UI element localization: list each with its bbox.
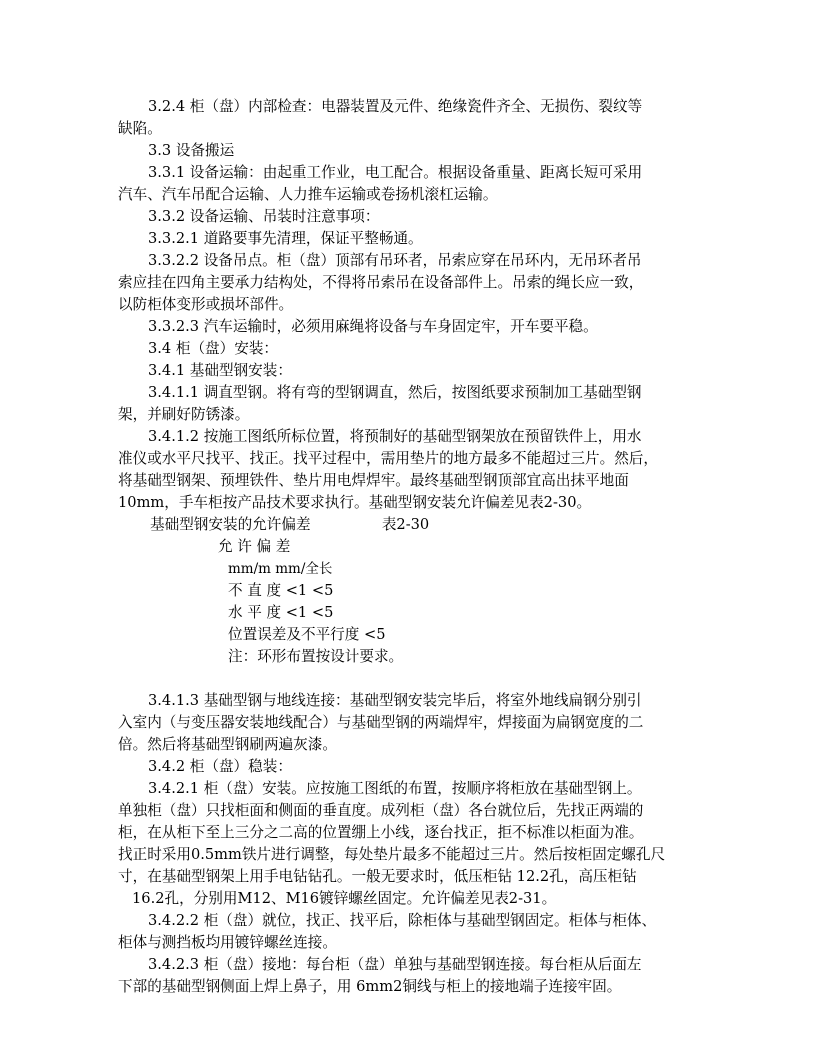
paragraph-line: 倍。然后将基础型钢刷两遍灰漆。: [118, 736, 337, 753]
table-title: 基础型钢安装的允许偏差: [150, 516, 311, 533]
paragraph-line: 汽车、汽车吊配合运输、人力推车运输或卷扬机滚杠运输。: [118, 186, 498, 203]
section-heading: 3.3 设备搬运: [148, 142, 235, 159]
paragraph-line: 将基础型钢架、预埋铁件、垫片用电焊焊牢。最终基础型钢顶部宜高出抹平地面: [118, 472, 629, 489]
paragraph-line: 16.2孔，分别用M12、M16镀锌螺丝固定。允许偏差见表2-31。: [132, 890, 557, 907]
paragraph-line: 索应挂在四角主要承力结构处，不得将吊索吊在设备部件上。吊索的绳长应一致，: [118, 274, 644, 291]
paragraph-line: 柜体与测挡板均用镀锌螺丝连接。: [118, 934, 337, 951]
paragraph-line: 3.3.2 设备运输、吊装时注意事项：: [148, 208, 380, 225]
paragraph-line: 架，并刷好防锈漆。: [118, 406, 250, 423]
table-note: 注：环形布置按设计要求。: [228, 648, 404, 665]
paragraph-line: 3.4.2 柜（盘）稳装：: [148, 758, 292, 775]
paragraph-line: 缺陷。: [118, 120, 162, 137]
paragraph-line: 3.3.1 设备运输：由起重工作业，电工配合。根据设备重量、距离长短可采用: [148, 164, 643, 181]
table-caption: [118, 514, 718, 536]
table-units: mm/m mm/全长: [228, 561, 333, 577]
document-page: [118, 96, 718, 998]
paragraph-line: 3.3.2.1 道路要事先清理，保证平整畅通。: [148, 230, 423, 247]
table-number: 表2-30: [381, 516, 430, 533]
paragraph-line: 3.3.2.2 设备吊点。柜（盘）顶部有吊环者，吊索应穿在吊环内，无吊环者吊: [148, 252, 642, 269]
paragraph-line: 3.4.2.2 柜（盘）就位，找正、找平后，除柜体与基础型钢固定。柜体与柜体、: [148, 912, 657, 929]
paragraph-line: 单独柜（盘）只找柜面和侧面的垂直度。成列柜（盘）各台就位后，先找正两端的: [118, 802, 644, 819]
paragraph-line: 寸，在基础型钢架上用手电钻钻孔。一般无要求时，低压柜钻 12.2孔，高压柜钻: [118, 868, 637, 885]
paragraph-line: 下部的基础型钢侧面上焊上鼻子，用 6mm2铜线与柜上的接地端子连接牢固。: [118, 978, 622, 995]
paragraph-line: 10mm，手车柜按产品技术要求执行。基础型钢安装允许偏差见表2-30。: [118, 494, 592, 511]
paragraph-line: 找正时采用0.5mm铁片进行调整，每处垫片最多不能超过三片。然后按柜固定螺孔尺: [118, 846, 666, 863]
paragraph-line: 3.4.1.1 调直型钢。将有弯的型钢调直，然后，按图纸要求预制加工基础型钢: [148, 384, 642, 401]
paragraph-line: 3.4.1 基础型钢安装：: [148, 362, 292, 379]
paragraph-line: 以防柜体变形或损坏部件。: [118, 296, 294, 313]
paragraph-line: 柜，在从柜下至上三分之二高的位置绷上小线，逐台找正，拒不标准以柜面为准。: [118, 824, 644, 841]
paragraph-line: 入室内（与变压器安装地线配合）与基础型钢的两端焊牢，焊接面为扁钢宽度的二: [118, 714, 644, 731]
blank-line: [118, 668, 718, 690]
paragraph-line: 准仪或水平尺找平、找正。找平过程中，需用垫片的地方最多不能超过三片。然后，: [118, 450, 658, 467]
paragraph-line: 3.4.1.3 基础型钢与地线连接：基础型钢安装完毕后，将室外地线扁钢分别引: [148, 692, 642, 709]
table-row: 水 平 度 <1 <5: [228, 604, 334, 621]
table-row: 不 直 度 <1 <5: [228, 582, 334, 599]
paragraph-line: 3.4.2.3 柜（盘）接地：每台柜（盘）单独与基础型钢连接。每台柜从后面左: [148, 956, 642, 973]
paragraph-line: 3.4.1.2 按施工图纸所标位置，将预制好的基础型钢架放在预留铁件上，用水: [148, 428, 642, 445]
paragraph-line: 3.4.2.1 柜（盘）安装。应按施工图纸的布置，按顺序将柜放在基础型钢上。: [148, 780, 642, 797]
paragraph-line: 3.3.2.3 汽车运输时，必须用麻绳将设备与车身固定牢，开车要平稳。: [148, 318, 598, 335]
table-header: 允 许 偏 差: [218, 538, 291, 555]
paragraph-line: 3.2.4 柜（盘）内部检查：电器装置及元件、绝缘瓷件齐全、无损伤、裂纹等: [148, 98, 643, 115]
section-heading: 3.4 柜（盘）安装：: [148, 340, 279, 357]
table-row: 位置误差及不平行度 <5: [228, 626, 386, 643]
